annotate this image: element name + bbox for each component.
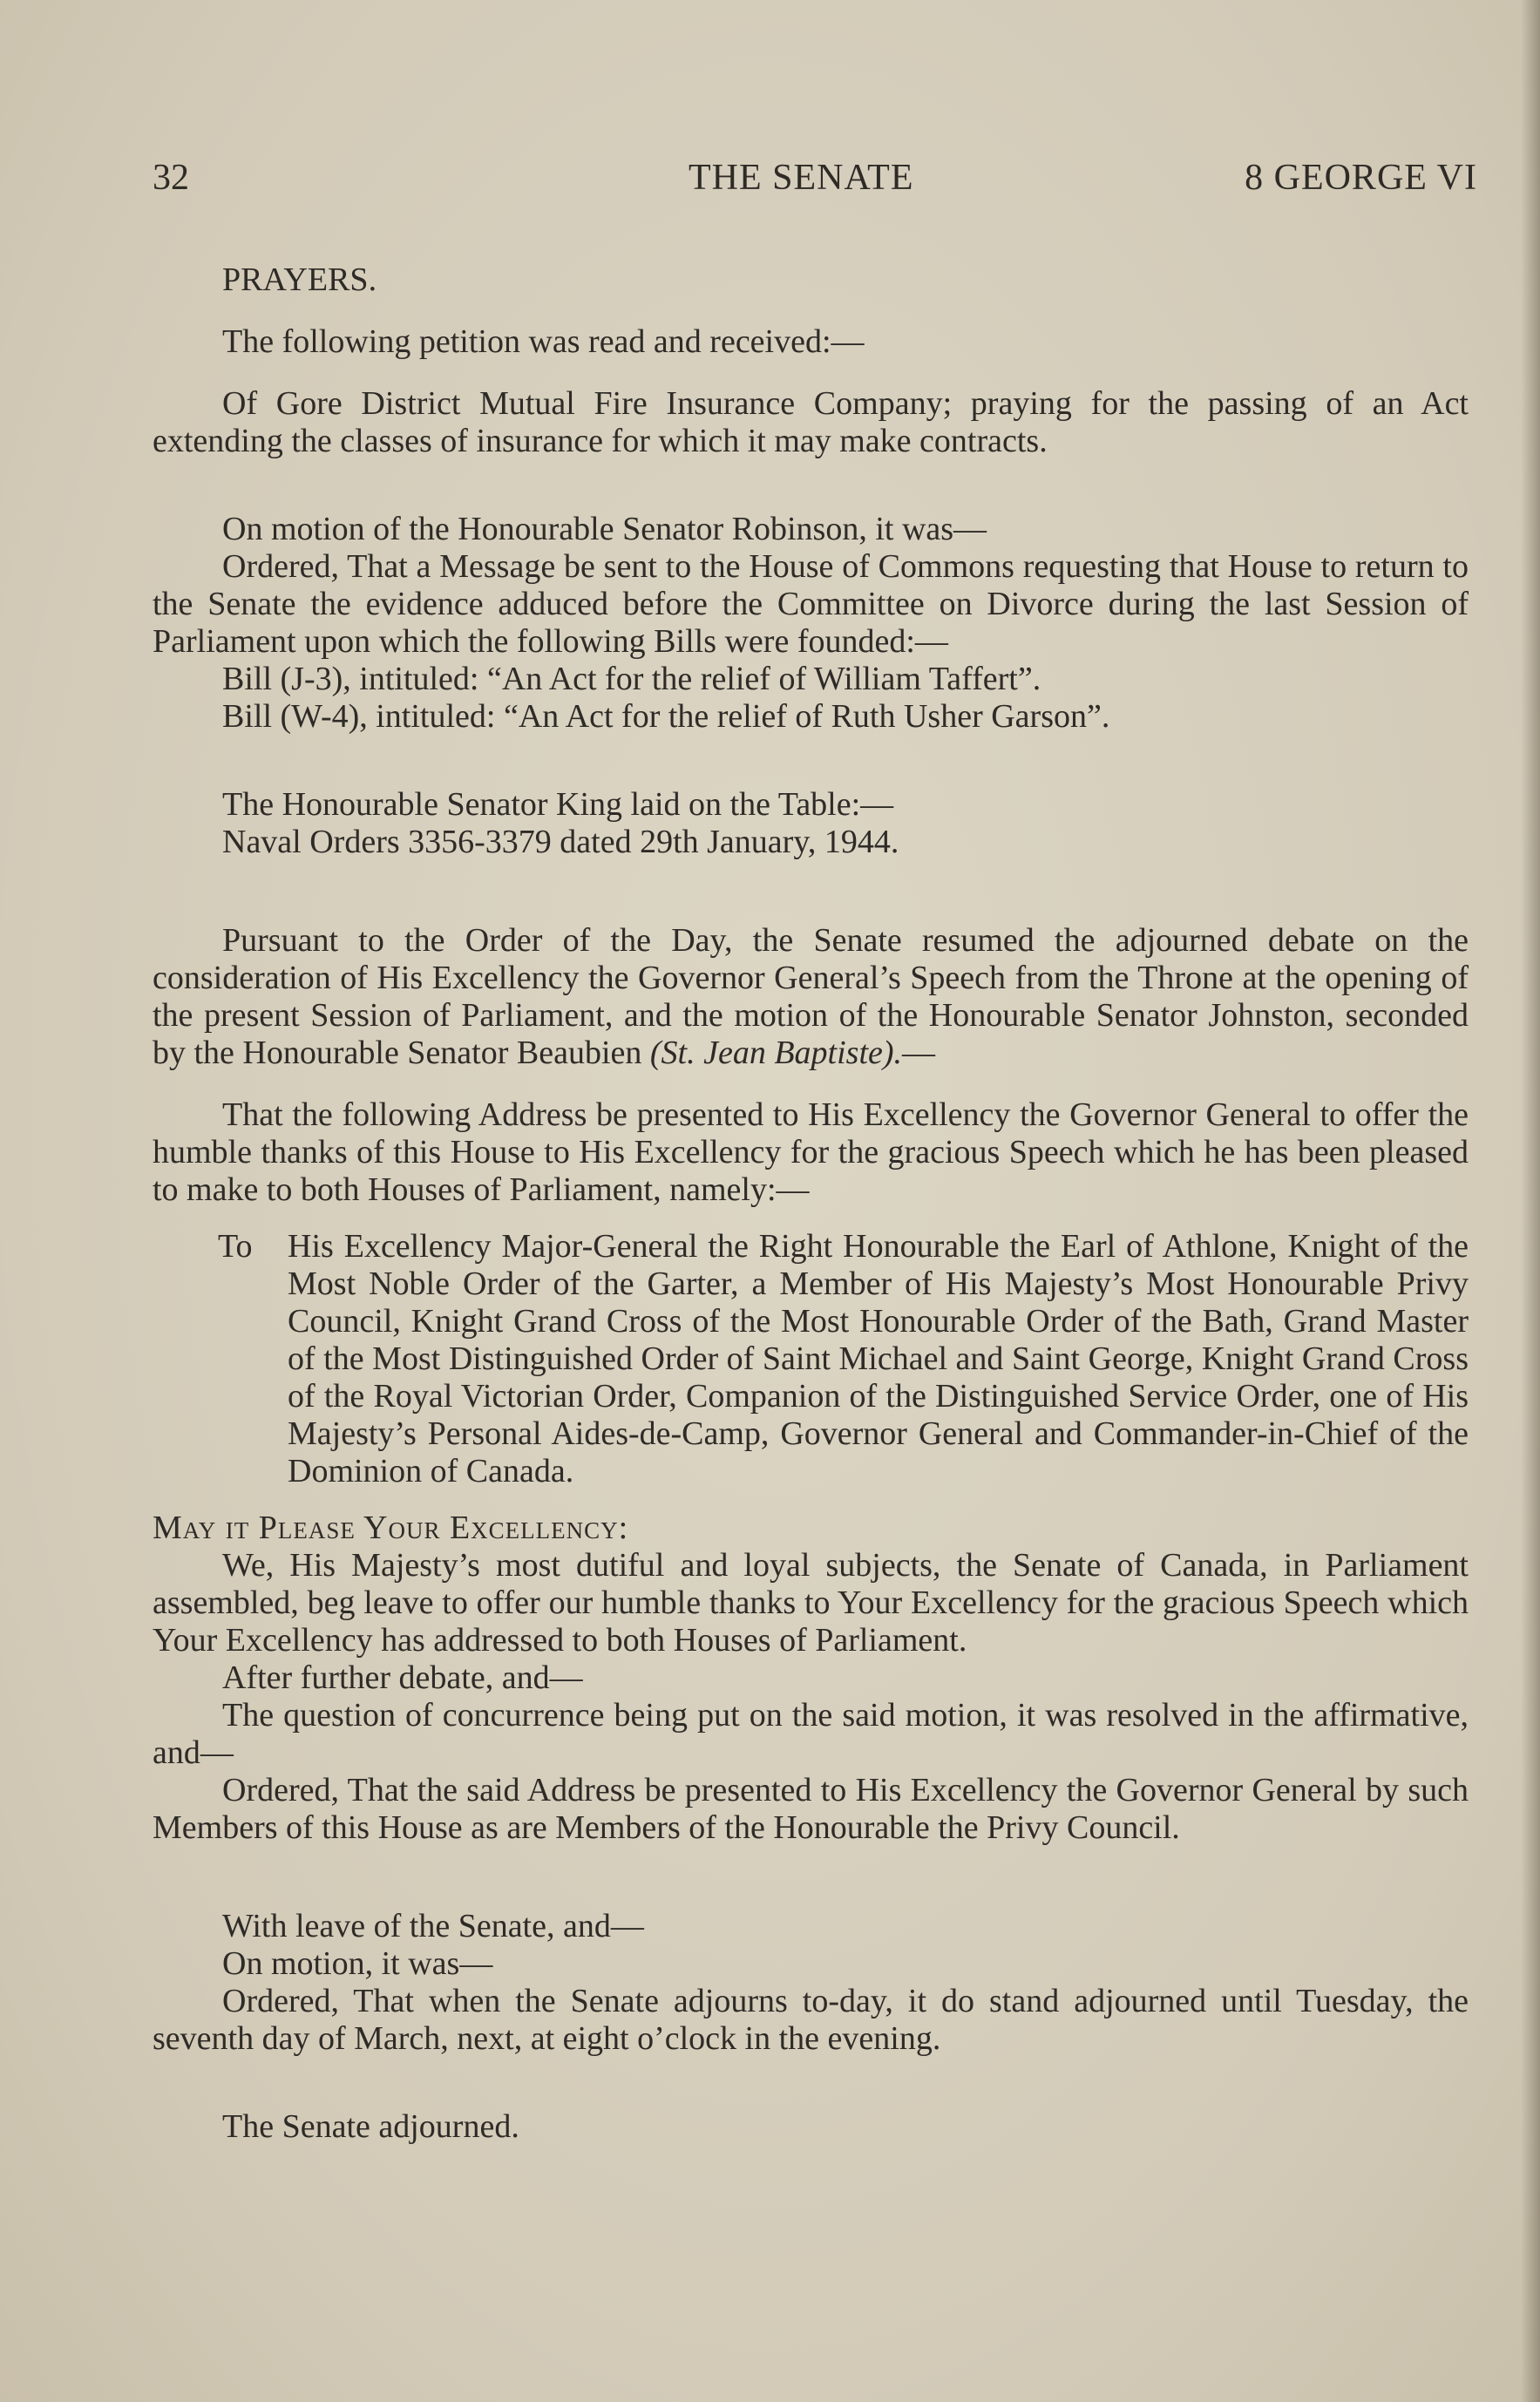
petition-intro: The following petition was read and received:—: [222, 323, 865, 360]
motion-robinson: On motion of the Honourable Senator Robinson, it was—: [222, 511, 987, 547]
ordered-message: Ordered, That a Message be sent to the House of Commons requesting that House to return to the Senate the evidence adduced before the Committee on Divorce during the last Session of Parliament upon which the following Bills were founded:—: [153, 548, 1469, 660]
king-tabled: The Honourable Senator King laid on the Table:—: [222, 786, 894, 823]
address-to: To: [218, 1228, 253, 1265]
with-leave: With leave of the Senate, and—: [222, 1908, 644, 1944]
address-intro: That the following Address be presented to His Excellency the Governor General to offer the humble thanks of this House to His Excellency for the gracious Speech which he has been pleased to make to both Houses of Parliament, namely:—: [153, 1096, 1469, 1208]
address-text: We, His Majesty’s most dutiful and loyal subjects, the Senate of Canada, in Parliament assembled, beg leave to offer our humble thanks to Your Excellency for the gracious Speech which Your Excellency has addressed to both Houses of Parliament.: [153, 1547, 1469, 1659]
concurrence: The question of concurrence being put on the said motion, it was resolved in the affirmative, and—: [153, 1697, 1469, 1771]
page-body: [153, 261, 1469, 2146]
ordered-adjourn: Ordered, That when the Senate adjourns to-day, it do stand adjourned until Tuesday, the seventh day of March, next, at eight o’clock in the evening.: [153, 1983, 1469, 2057]
ordered-address: Ordered, That the said Address be presented to His Excellency the Governor General by such Members of this House as are Members of the Honourable the Privy Council.: [153, 1772, 1469, 1846]
after-debate: After further debate, and—: [222, 1659, 583, 1696]
naval-orders: Naval Orders 3356-3379 dated 29th January, 1944.: [222, 824, 899, 860]
page-edge-shadow: [1521, 0, 1540, 2402]
senate-adjourned: The Senate adjourned.: [222, 2108, 519, 2145]
pursuant-italic: (St. Jean Baptiste).: [649, 1035, 903, 1071]
pursuant-end: —: [902, 1035, 936, 1071]
regnal-year: 8 GEORGE VI: [1245, 158, 1477, 198]
prayers-heading: PRAYERS.: [222, 261, 377, 298]
address-recipient: His Excellency Major-General the Right Honourable the Earl of Athlone, Knight of the Most Noble Order of the Garter, a Member of His Majesty’s Most Honourable Privy Council, Knight Grand Cross of the Most Honourable Order of the Bath, Grand Master of the Most Distinguished Order of Saint Michael and Saint George, Knight Grand Cross of the Royal Victorian Order, Companion of the Distinguished Service Order, one of His Majesty’s Personal Aides-de-Camp, Governor General and Commander-in-Chief of the Dominion of Canada.: [288, 1228, 1469, 1489]
bill-j3: Bill (J-3), intituled: “An Act for the relief of William Taffert”.: [222, 661, 1041, 697]
bill-w4: Bill (W-4), intituled: “An Act for the relief of Ruth Usher Garson”.: [222, 698, 1110, 735]
salutation: May it Please Your Excellency:: [153, 1510, 629, 1546]
pursuant-text: Pursuant to the Order of the Day, the Senate resumed the adjourned debate on the consideration of His Excellency the Governor General’s Speech from the Throne at the opening of the present Session of Parliament, and the motion of the Honourable Senator Johnston, seconded by the Honourable Senator Beaubien: [153, 922, 1469, 1071]
address-recipient-block: [153, 1228, 1469, 1490]
pursuant-paragraph: [153, 922, 1469, 1072]
on-motion: On motion, it was—: [222, 1945, 493, 1982]
page-header: [153, 157, 1477, 209]
petition-text: Of Gore District Mutual Fire Insurance Company; praying for the passing of an Act extending the classes of insurance for which it may make contracts.: [153, 385, 1469, 459]
running-title: THE SENATE: [689, 158, 914, 198]
page-number: 32: [153, 158, 189, 198]
